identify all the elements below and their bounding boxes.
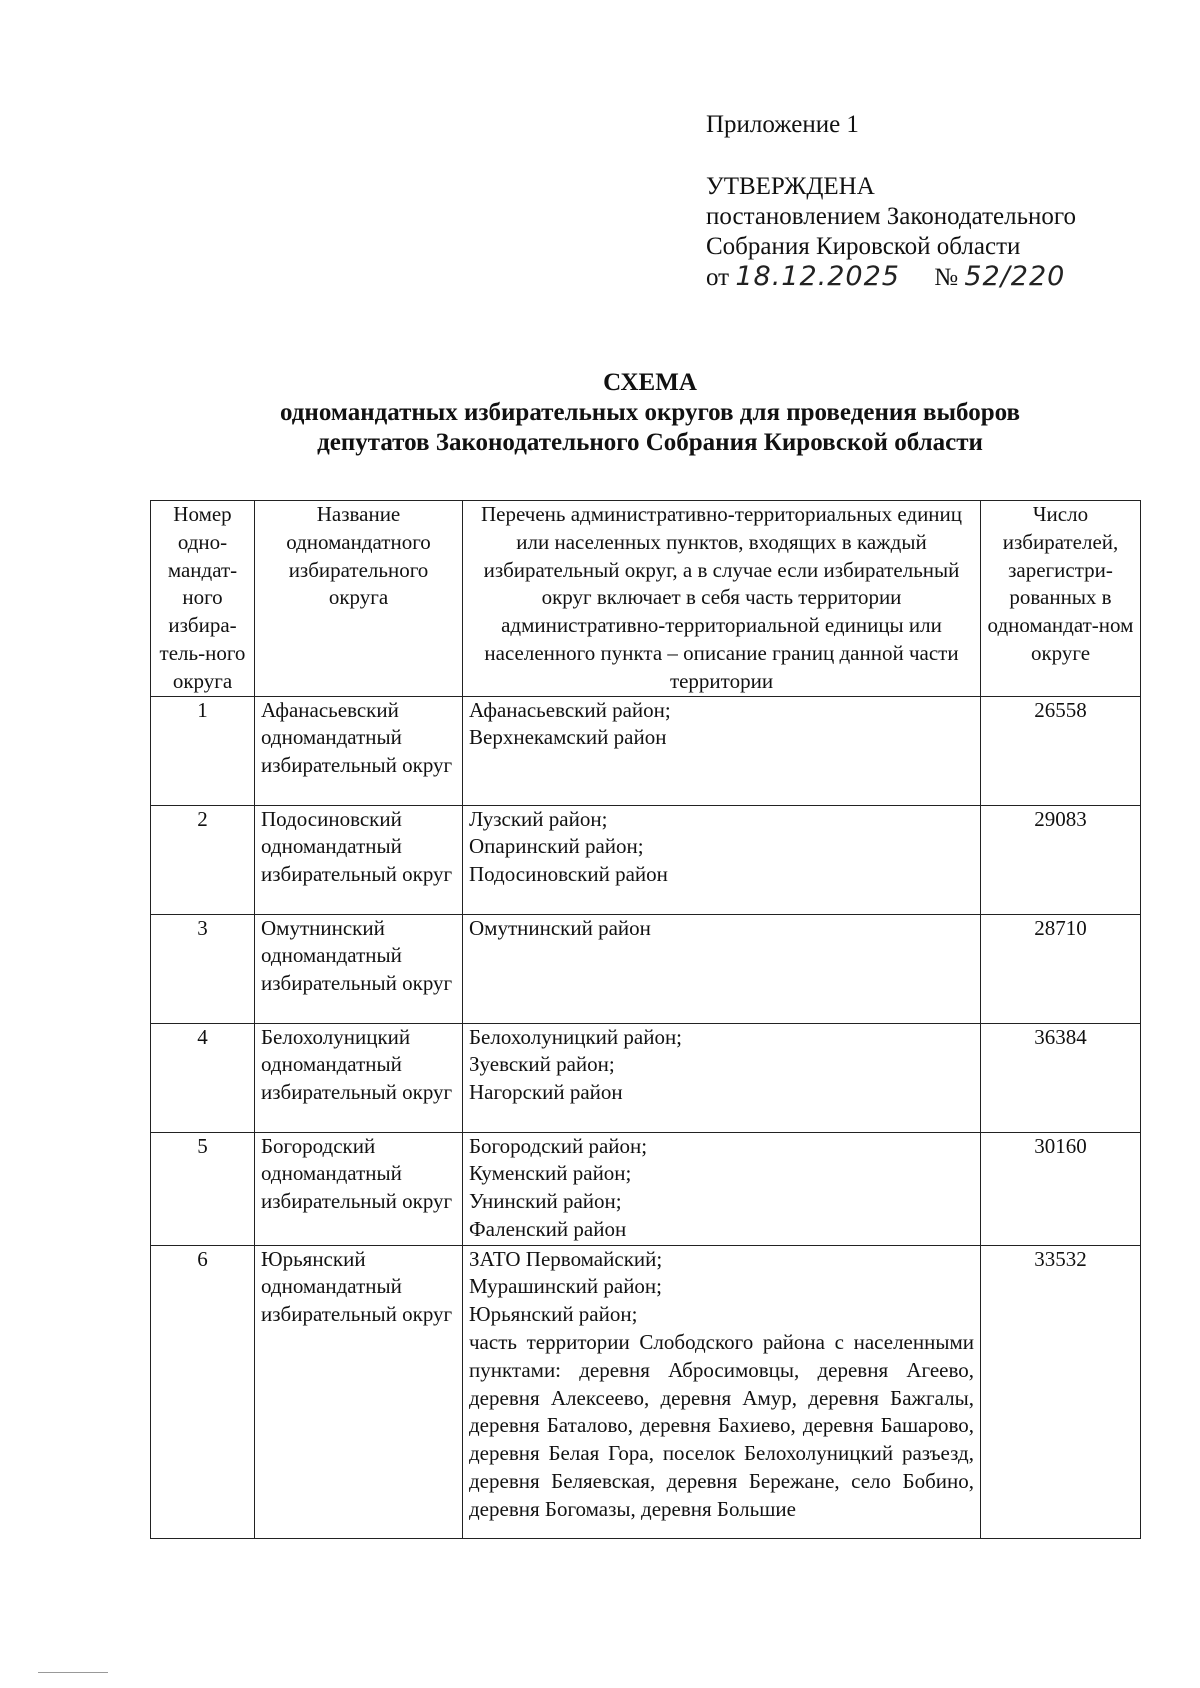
- voter-count: 28710: [981, 914, 1141, 1023]
- date-prefix: от: [706, 264, 730, 291]
- district-units: [463, 1023, 981, 1132]
- district-name: Подосиновский одномандатный избирательный округ: [255, 805, 463, 914]
- heading-line1: одномандатных избирательных округов для проведения выборов: [279, 399, 1020, 426]
- approved-by-line1: постановлением Законодательного: [706, 203, 1077, 230]
- voter-count: 29083: [981, 805, 1141, 914]
- table-header-row: [151, 501, 1141, 697]
- district-units: [463, 914, 981, 1023]
- table-row: [151, 1245, 1141, 1538]
- unit-item: Богородский район;: [469, 1133, 648, 1158]
- unit-item: Лузский район;: [469, 806, 608, 831]
- number-prefix: №: [934, 264, 959, 291]
- unit-item: Унинский район;: [469, 1189, 622, 1214]
- heading-line2: депутатов Законодательного Собрания Кировской области: [317, 429, 983, 456]
- district-name: Богородский одномандатный избирательный округ: [255, 1132, 463, 1245]
- header-voters: Число избирателей, зарегистри-рованных в одномандат-ном округе: [981, 501, 1141, 697]
- table-row: [151, 1132, 1141, 1245]
- approved-label: УТВЕРЖДЕНА: [706, 173, 875, 200]
- approved-by-line2: Собрания Кировской области: [706, 233, 1021, 260]
- unit-item: Фаленский район: [469, 1216, 627, 1241]
- unit-item: Опаринский район;: [469, 834, 644, 859]
- document-heading: [150, 368, 1150, 458]
- header-name: Название одномандатного избирательного округа: [255, 501, 463, 697]
- header-list: Перечень административно-территориальных единиц или населенных пунктов, входящих в каждый избирательный округ, а в случае если избирательный округ включает в себя часть территории административно-территориальной единицы или населенного пункта – описание границ данной части территории: [463, 501, 981, 697]
- district-name: Юрьянский одномандатный избирательный округ: [255, 1245, 463, 1538]
- unit-item: Мурашинский район;: [469, 1274, 662, 1299]
- voter-count: 30160: [981, 1132, 1141, 1245]
- voter-count: 36384: [981, 1023, 1141, 1132]
- district-name: Афанасьевский одномандатный избирательный округ: [255, 696, 463, 805]
- territory-description: часть территории Слободского района с населенными пунктами: деревня Абросимовцы, деревня Агеево, деревня Алексеево, деревня Амур, деревня Бажгалы, деревня Баталово, деревня Бахиево, деревня Башарово, деревня Белая Гора, поселок Белохолуницкий разъезд, деревня Беляевская, деревня Бережане, село Бобино, деревня Богомазы, деревня Большие: [469, 1329, 974, 1521]
- date-number-line: [706, 262, 1146, 293]
- unit-item: ЗАТО Первомайский;: [469, 1246, 663, 1271]
- district-number: 3: [151, 914, 255, 1023]
- district-number: 5: [151, 1132, 255, 1245]
- district-units: [463, 696, 981, 805]
- district-units: [463, 1245, 981, 1538]
- appendix-title: Приложение 1: [706, 111, 859, 138]
- unit-item: Белохолуницкий район;: [469, 1024, 683, 1049]
- unit-item: Нагорский район: [469, 1080, 623, 1105]
- unit-item: Афанасьевский район;: [469, 697, 671, 722]
- table-row: [151, 696, 1141, 805]
- voter-count: 26558: [981, 696, 1141, 805]
- district-number: 2: [151, 805, 255, 914]
- voter-count: 33532: [981, 1245, 1141, 1538]
- appendix-block: [706, 110, 1146, 293]
- district-name: Белохолуницкий одномандатный избирательный округ: [255, 1023, 463, 1132]
- district-units: [463, 805, 981, 914]
- unit-item: Зуевский район;: [469, 1052, 615, 1077]
- district-units: [463, 1132, 981, 1245]
- table-row: [151, 805, 1141, 914]
- handwritten-date: 18.12.2025: [735, 261, 900, 292]
- district-number: 6: [151, 1245, 255, 1538]
- table-row: [151, 914, 1141, 1023]
- district-number: 1: [151, 696, 255, 805]
- unit-item: Юрьянский район;: [469, 1302, 638, 1327]
- district-name: Омутнинский одномандатный избирательный округ: [255, 914, 463, 1023]
- unit-item: Верхнекамский район: [469, 725, 667, 750]
- district-number: 4: [151, 1023, 255, 1132]
- unit-item: Омутнинский район: [469, 915, 651, 940]
- header-number: Номер одно-мандат-ного избира-тель-ного округа: [151, 501, 255, 697]
- footer-rule: [38, 1672, 108, 1673]
- unit-item: Куменский район;: [469, 1161, 632, 1186]
- districts-table: [150, 500, 1141, 1539]
- handwritten-number: 52/220: [964, 261, 1066, 292]
- heading-title: СХЕМА: [603, 369, 697, 396]
- table-row: [151, 1023, 1141, 1132]
- unit-item: Подосиновский район: [469, 862, 668, 887]
